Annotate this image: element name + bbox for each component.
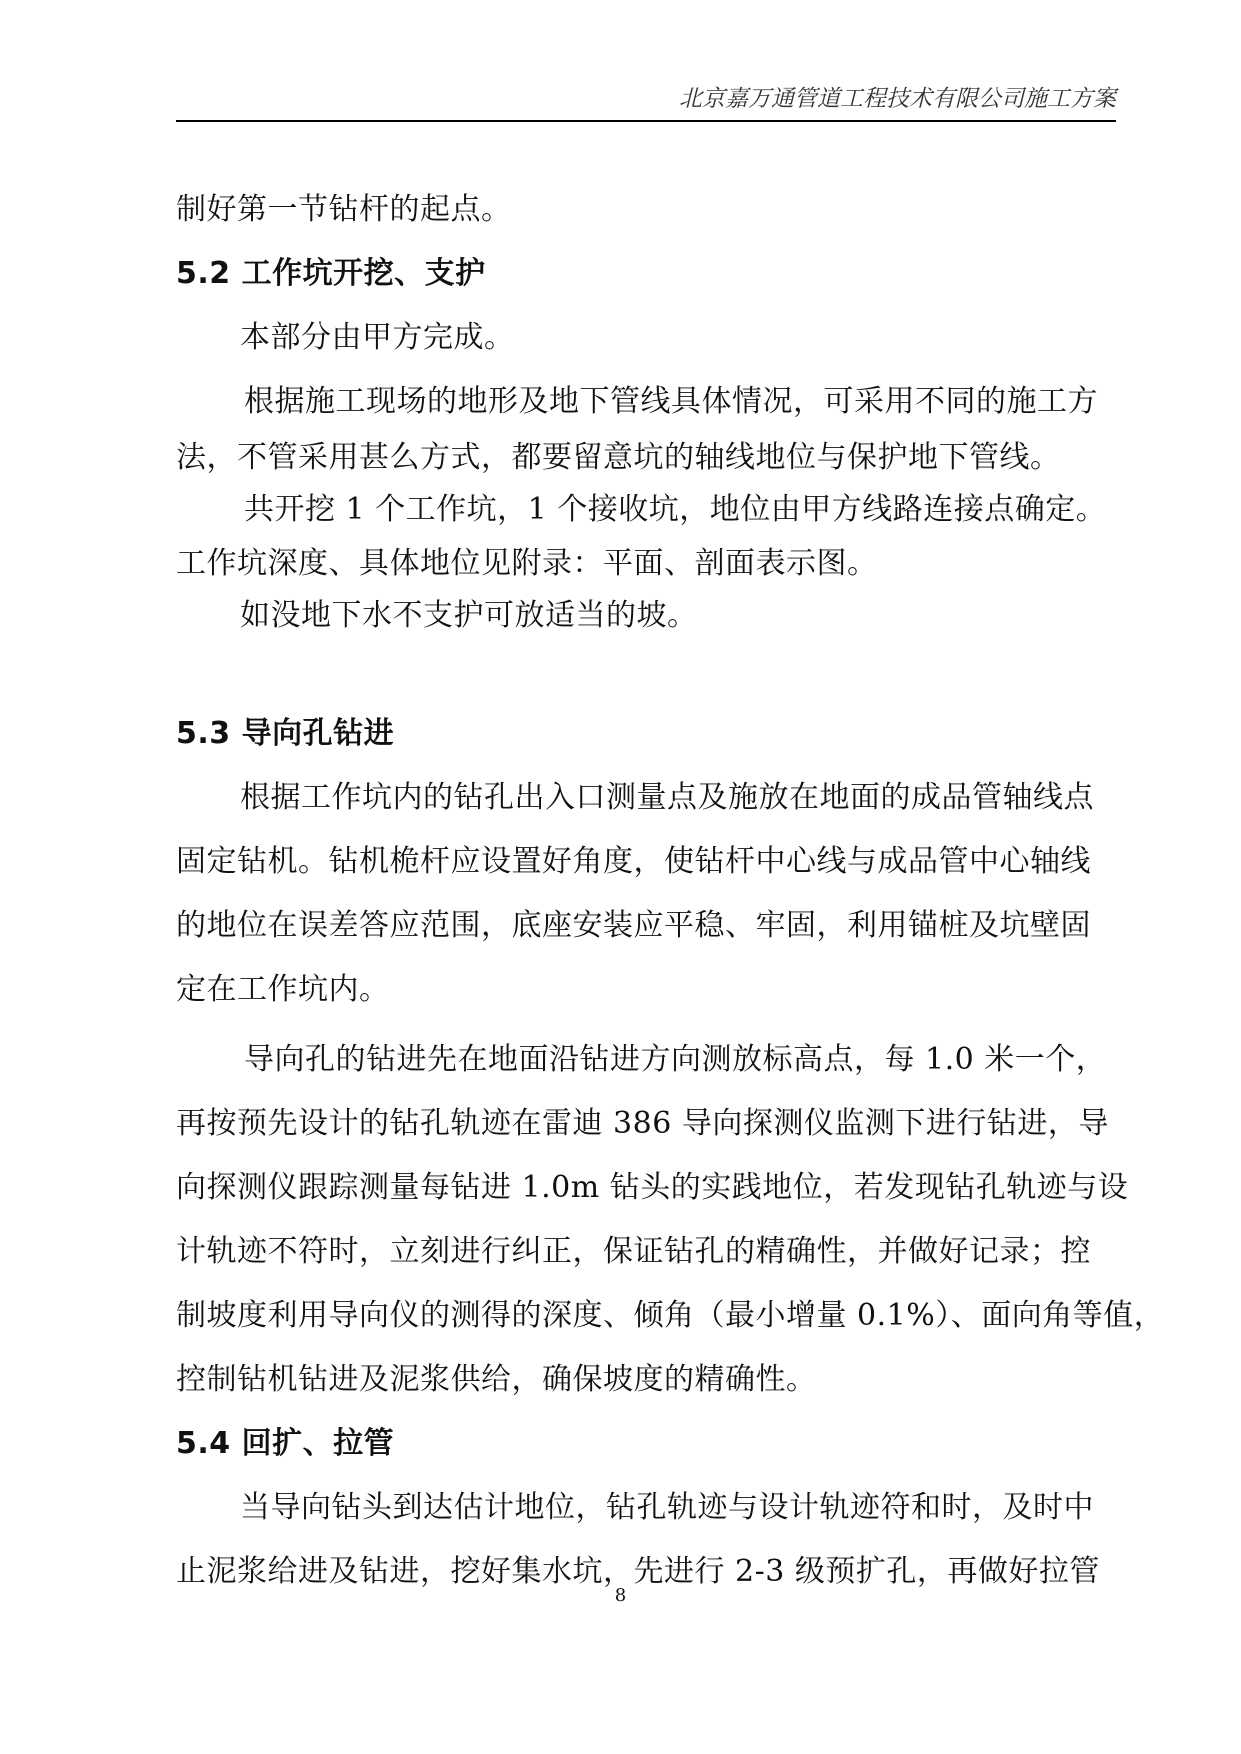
body-line: 共开挖 1 个工作坑，1 个接收坑，地位由甲方线路连接点确定。 — [244, 492, 1107, 527]
section-heading-5-2: 5.2 工作坑开挖、支护 — [176, 256, 486, 291]
body-line: 本部分由甲方完成。 — [240, 320, 515, 355]
section-heading-5-3: 5.3 导向孔钻进 — [176, 716, 395, 751]
body-line: 控制钻机钻进及泥浆供给，确保坡度的精确性。 — [176, 1362, 817, 1397]
body-line: 制坡度利用导向仪的测得的深度、倾角（最小增量 0.1%）、面向角等值， — [176, 1298, 1165, 1333]
body-line: 固定钻机。钻机桅杆应设置好角度，使钻杆中心线与成品管中心轴线 — [176, 844, 1091, 879]
body-line: 工作坑深度、具体地位见附录：平面、剖面表示图。 — [176, 546, 878, 581]
body-line: 止泥浆给进及钻进，挖好集水坑，先进行 2-3 级预扩孔，再做好拉管 — [176, 1554, 1100, 1589]
body-line: 导向孔的钻进先在地面沿钻进方向测放标高点，每 1.0 米一个， — [244, 1042, 1107, 1077]
section-heading-5-4: 5.4 回扩、拉管 — [176, 1426, 395, 1461]
body-line: 的地位在误差答应范围，底座安装应平稳、牢固，利用锚桩及坑壁固 — [176, 908, 1091, 943]
page-number: 8 — [614, 1585, 627, 1606]
body-line: 制好第一节钻杆的起点。 — [176, 192, 512, 227]
body-line: 根据施工现场的地形及地下管线具体情况，可采用不同的施工方 — [244, 384, 1098, 419]
body-line: 根据工作坑内的钻孔出入口测量点及施放在地面的成品管轴线点 — [240, 780, 1094, 815]
body-line: 法，不管采用甚么方式，都要留意坑的轴线地位与保护地下管线。 — [176, 440, 1061, 475]
header-divider — [176, 120, 1116, 122]
body-line: 向探测仪跟踪测量每钻进 1.0m 钻头的实践地位，若发现钻孔轨迹与设 — [176, 1170, 1129, 1205]
body-line: 定在工作坑内。 — [176, 972, 390, 1007]
body-line: 当导向钻头到达估计地位，钻孔轨迹与设计轨迹符和时，及时中 — [240, 1490, 1094, 1525]
body-line: 再按预先设计的钻孔轨迹在雷迪 386 导向探测仪监测下进行钻进，导 — [176, 1106, 1109, 1141]
body-line: 如没地下水不支护可放适当的坡。 — [240, 598, 698, 633]
page-header: 北京嘉万通管道工程技术有限公司施工方案 — [679, 86, 1116, 112]
body-line: 计轨迹不符时，立刻进行纠正，保证钻孔的精确性，并做好记录；控 — [176, 1234, 1091, 1269]
